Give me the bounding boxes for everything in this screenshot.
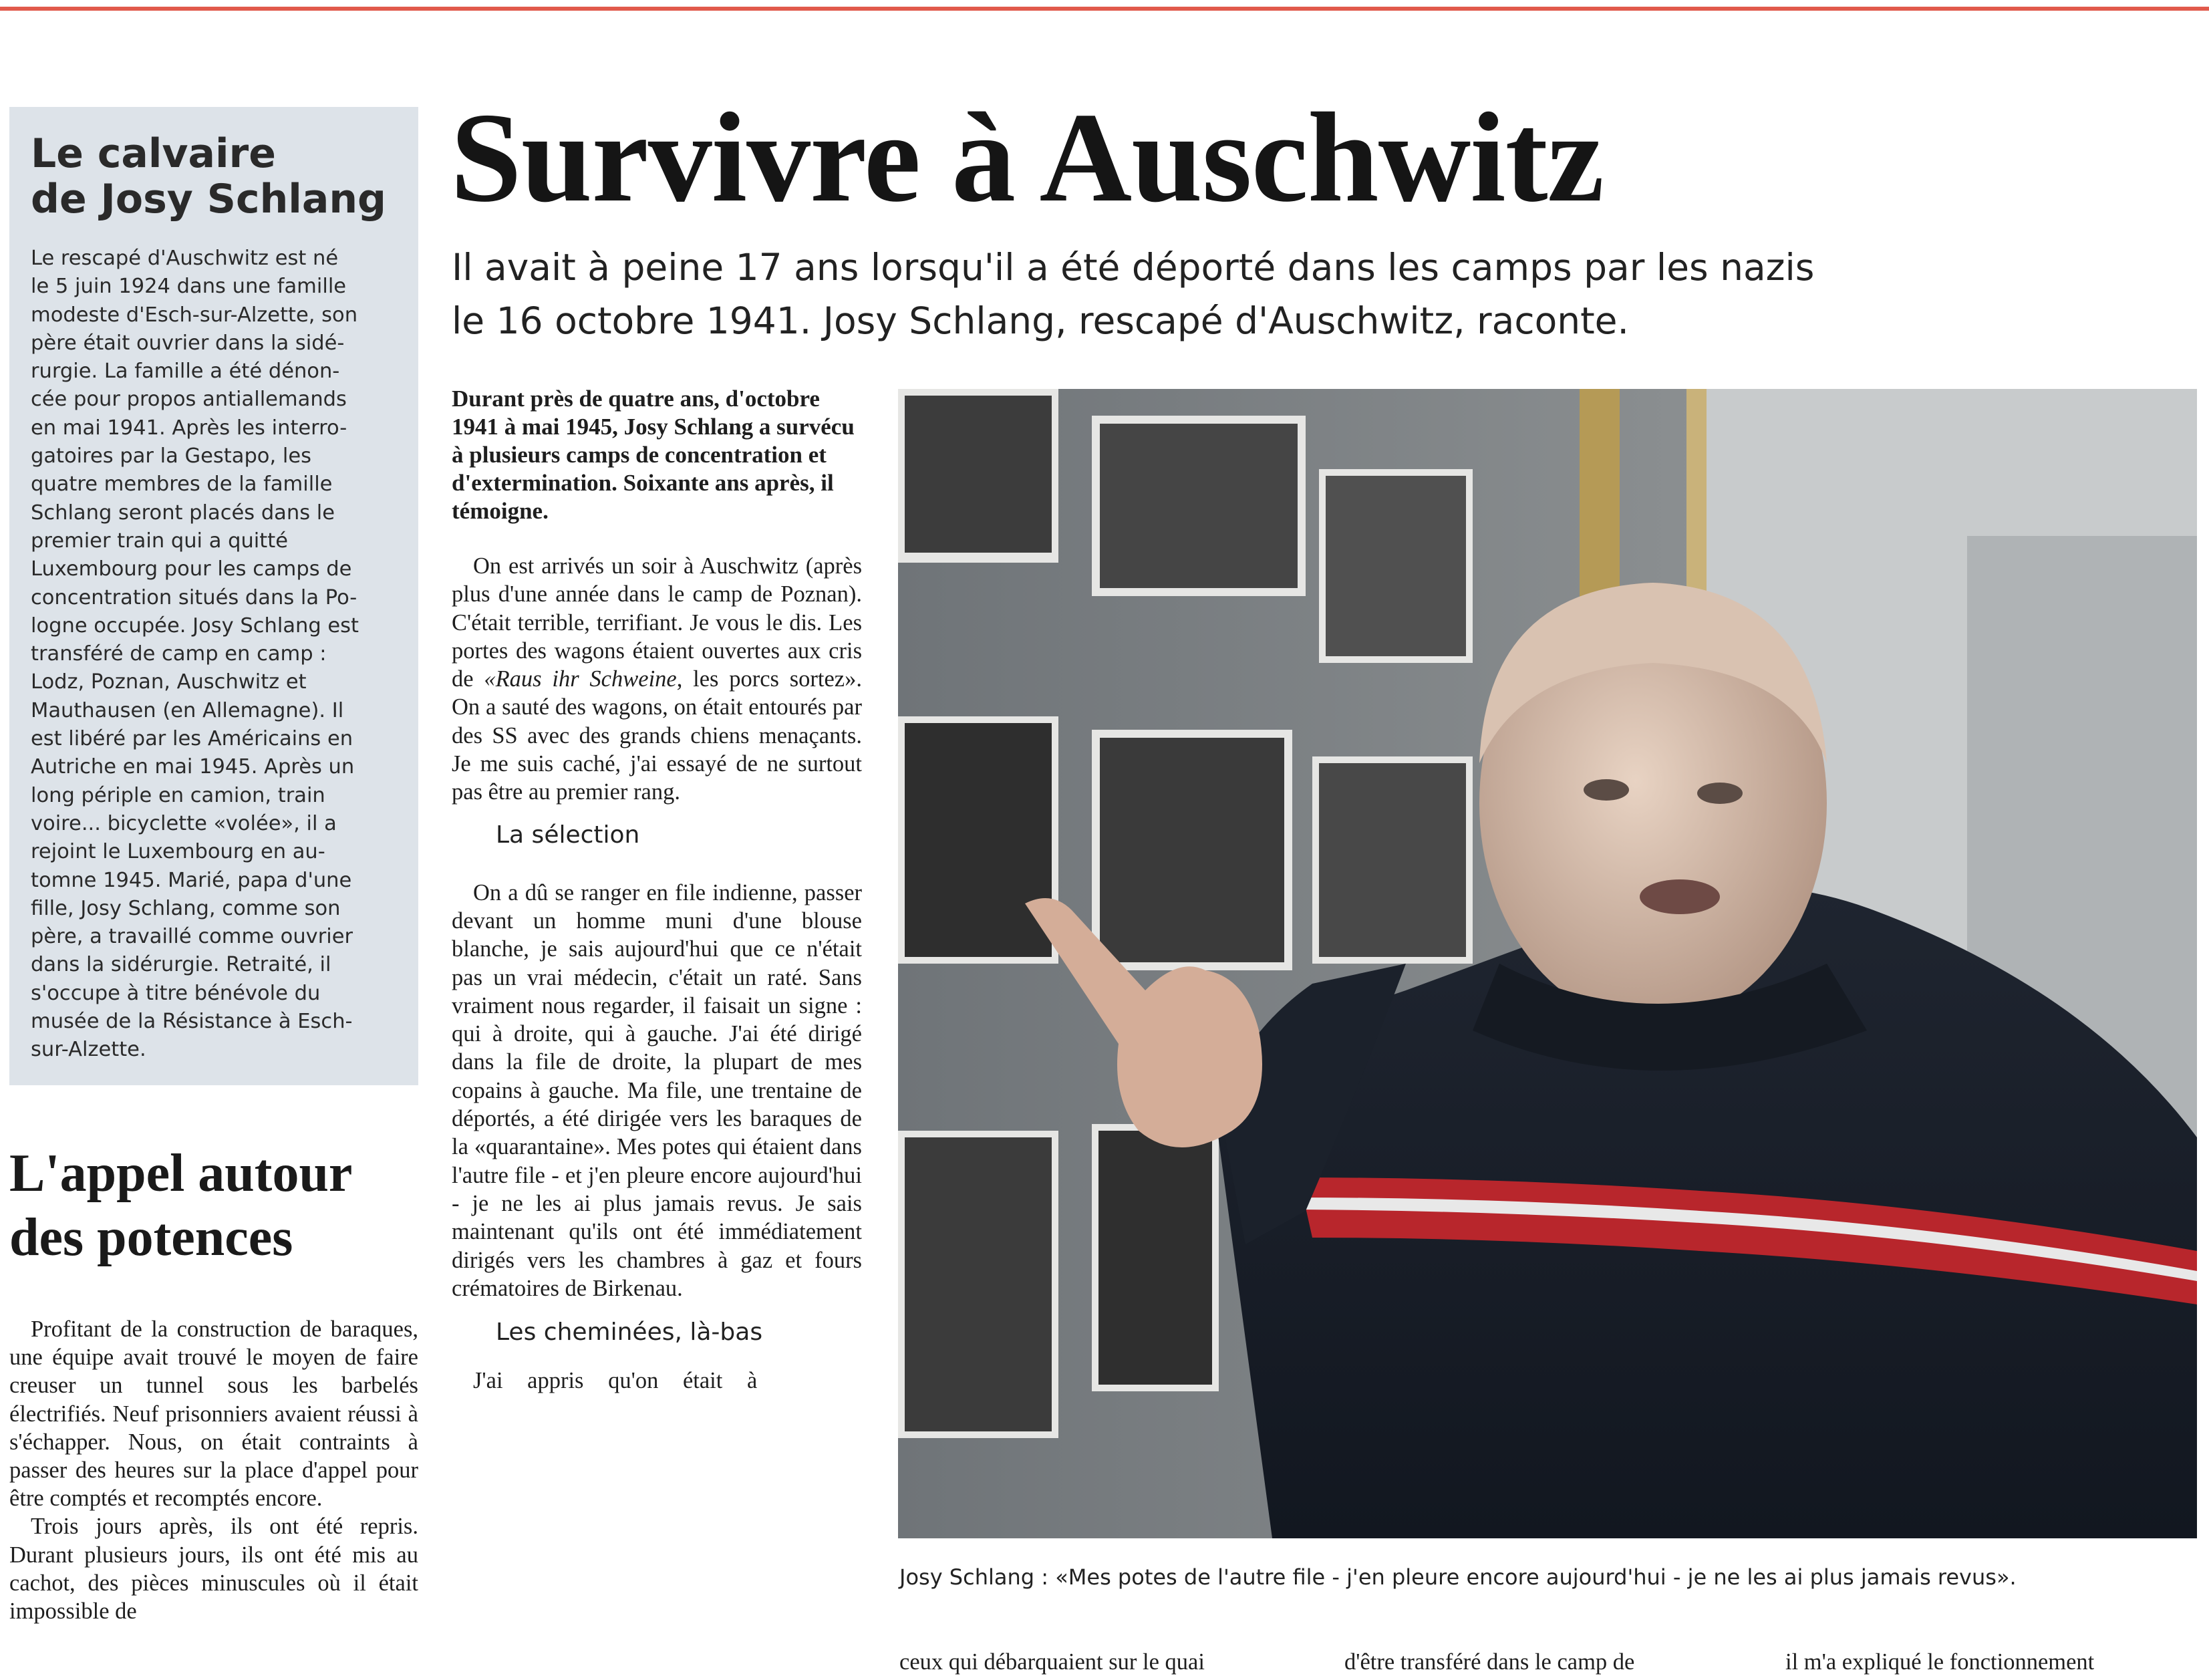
- sidebar-line: sur-Alzette.: [31, 1038, 146, 1062]
- framed-photo: [898, 1131, 1058, 1438]
- appel-paragraph: Trois jours après, ils ont été repris. Durant plusieurs jours, ils ont été mis au cachot, des pièces minuscules où il était impossible de: [9, 1514, 418, 1625]
- framed-photo: [1092, 416, 1306, 596]
- sidebar-line: s'occupe à titre bénévole du: [31, 981, 321, 1005]
- sidebar-line: Schlang seront placés dans le: [31, 501, 335, 525]
- framed-photo: [898, 716, 1058, 964]
- sidebar-line: voire... bicyclette «volée», il a: [31, 811, 337, 835]
- crosshead-chimneys: Les cheminées, là-bas: [496, 1318, 763, 1347]
- top-rule: [0, 7, 2209, 11]
- sidebar-line: père était ouvrier dans la sidé-: [31, 331, 345, 355]
- sidebar-line: modeste d'Esch-sur-Alzette, son: [31, 303, 358, 327]
- sidebar-line: long périple en camion, train: [31, 783, 325, 807]
- sidebar-line: rurgie. La famille a été dénon-: [31, 360, 340, 384]
- subhead-line2: le 16 octobre 1941. Josy Schlang, rescapé d'Auschwitz, raconte.: [452, 299, 1629, 342]
- appel-article-body: [9, 1315, 418, 1625]
- article-paragraph: [452, 552, 862, 807]
- crosshead-selection: La sélection: [496, 821, 640, 849]
- framed-photo: [1092, 730, 1292, 970]
- article-photo: [898, 389, 2197, 1538]
- article-paragraph: J'ai appris qu'on était à: [473, 1368, 758, 1394]
- sidebar-line: gatoires par la Gestapo, les: [31, 444, 311, 468]
- framed-photo: [1092, 1124, 1219, 1391]
- subhead-line1: Il avait à peine 17 ans lorsqu'il a été déporté dans les camps par les nazis: [452, 246, 1815, 289]
- main-article-column: [452, 385, 862, 1395]
- continuation-line-col2: ceux qui débarquaient sur le quai: [899, 1649, 1205, 1675]
- sidebar-line: Luxembourg pour les camps de: [31, 557, 352, 581]
- sidebar-line: tomne 1945. Marié, papa d'une: [31, 868, 352, 892]
- appel-headline-line1: L'appel autour: [9, 1144, 353, 1203]
- sidebar-line: rejoint le Luxembourg en au-: [31, 840, 325, 864]
- main-subhead: [452, 241, 2162, 347]
- continuation-line-col3: d'être transféré dans le camp de: [1344, 1649, 1635, 1675]
- paragraph-text: On est arrivés un soir à Auschwitz (après plus d'une année dans le camp de Poznan). C'était terrible, terrifiant. Je vous le dis. Les portes des wagons étaient ouvertes aux cris de: [452, 553, 862, 692]
- sidebar-line: Mauthausen (en Allemagne). Il: [31, 698, 344, 722]
- sidebar-line: premier train qui a quitté: [31, 529, 288, 553]
- sidebar-title: [31, 131, 401, 222]
- sidebar-line: musée de la Résistance à Esch-: [31, 1010, 353, 1034]
- sidebar-line: concentration situés dans la Po-: [31, 585, 357, 609]
- article-paragraph: On a dû se ranger en file indienne, passer devant un homme muni d'une blouse blanche, je sais aujourd'hui que ce n'était pas un vrai médecin, c'était un raté. Sans vraiment nous regarder, il faisait un signe : qui à droite, qui à gauche. J'ai été dirigé dans la file de droite, la plupart de mes copains à gauche. Ma file, une trentaine de déportés, a été dirigée vers les baraques de la «quarantaine». Mes potes qui étaient dans l'autre file - et j'en pleure encore aujourd'hui - je ne les ai plus jamais revus. Je sais maintenant qu'ils ont été immédiatement dirigés vers les chambres à gaz et fours crématoires de Birkenau.: [452, 879, 862, 1301]
- sidebar-line: Autriche en mai 1945. Après un: [31, 755, 355, 779]
- photo-illustration: [898, 389, 2197, 1538]
- sidebar-line: Le rescapé d'Auschwitz est né: [31, 247, 339, 270]
- appel-headline-line2: des potences: [9, 1208, 293, 1267]
- sidebar-line: logne occupée. Josy Schlang est: [31, 613, 359, 638]
- sidebar-line: dans la sidérurgie. Retraité, il: [31, 953, 331, 977]
- sidebar-title-line2: de Josy Schlang: [31, 176, 387, 223]
- german-quote: «Raus ihr Schweine: [484, 666, 677, 692]
- sidebar-line: père, a travaillé comme ouvrier: [31, 925, 353, 949]
- sidebar-text: [31, 245, 401, 1065]
- sidebar-box: [9, 107, 418, 1085]
- framed-photo: [898, 389, 1058, 563]
- sidebar-title-line1: Le calvaire: [31, 130, 276, 177]
- framed-photo: [1319, 469, 1473, 663]
- photo-caption: Josy Schlang : «Mes potes de l'autre file - j'en pleure encore aujourd'hui - je ne les ai plus jamais revus».: [899, 1564, 2017, 1590]
- continuation-line-col4: il m'a expliqué le fonctionnement: [1785, 1649, 2095, 1675]
- main-headline: Survivre à Auschwitz: [450, 86, 1604, 229]
- sidebar-line: quatre membres de la famille: [31, 472, 333, 497]
- paragraph-text: , les porcs sortez». On a sauté des wagons, on était entourés par des SS avec des grands chiens menaçants. Je me suis caché, j'ai essayé de ne surtout pas être au premier rang.: [452, 666, 862, 805]
- article-lede: Durant près de quatre ans, d'octobre 1941 à mai 1945, Josy Schlang a survécu à plusieurs camps de concentration et d'extermination. Soixante ans après, il témoigne.: [452, 386, 855, 524]
- appel-headline: [9, 1141, 424, 1270]
- sidebar-line: cée pour propos antiallemands: [31, 388, 347, 412]
- framed-photo: [1312, 756, 1473, 964]
- appel-paragraph: Profitant de la construction de baraques, une équipe avait trouvé le moyen de faire creuser un tunnel sous les barbelés électrifiés. Neuf prisonniers avaient réussi à s'échapper. Nous, on était contraints à passer des heures sur la place d'appel pour être comptés et recomptés encore.: [9, 1316, 418, 1512]
- sidebar-line: est libéré par les Américains en: [31, 727, 353, 751]
- sidebar-line: Lodz, Poznan, Auschwitz et: [31, 670, 307, 694]
- sidebar-line: le 5 juin 1924 dans une famille: [31, 275, 347, 299]
- sidebar-line: en mai 1941. Après les interro-: [31, 416, 347, 440]
- sidebar-line: fille, Josy Schlang, comme son: [31, 896, 341, 920]
- sidebar-line: transféré de camp en camp :: [31, 642, 327, 666]
